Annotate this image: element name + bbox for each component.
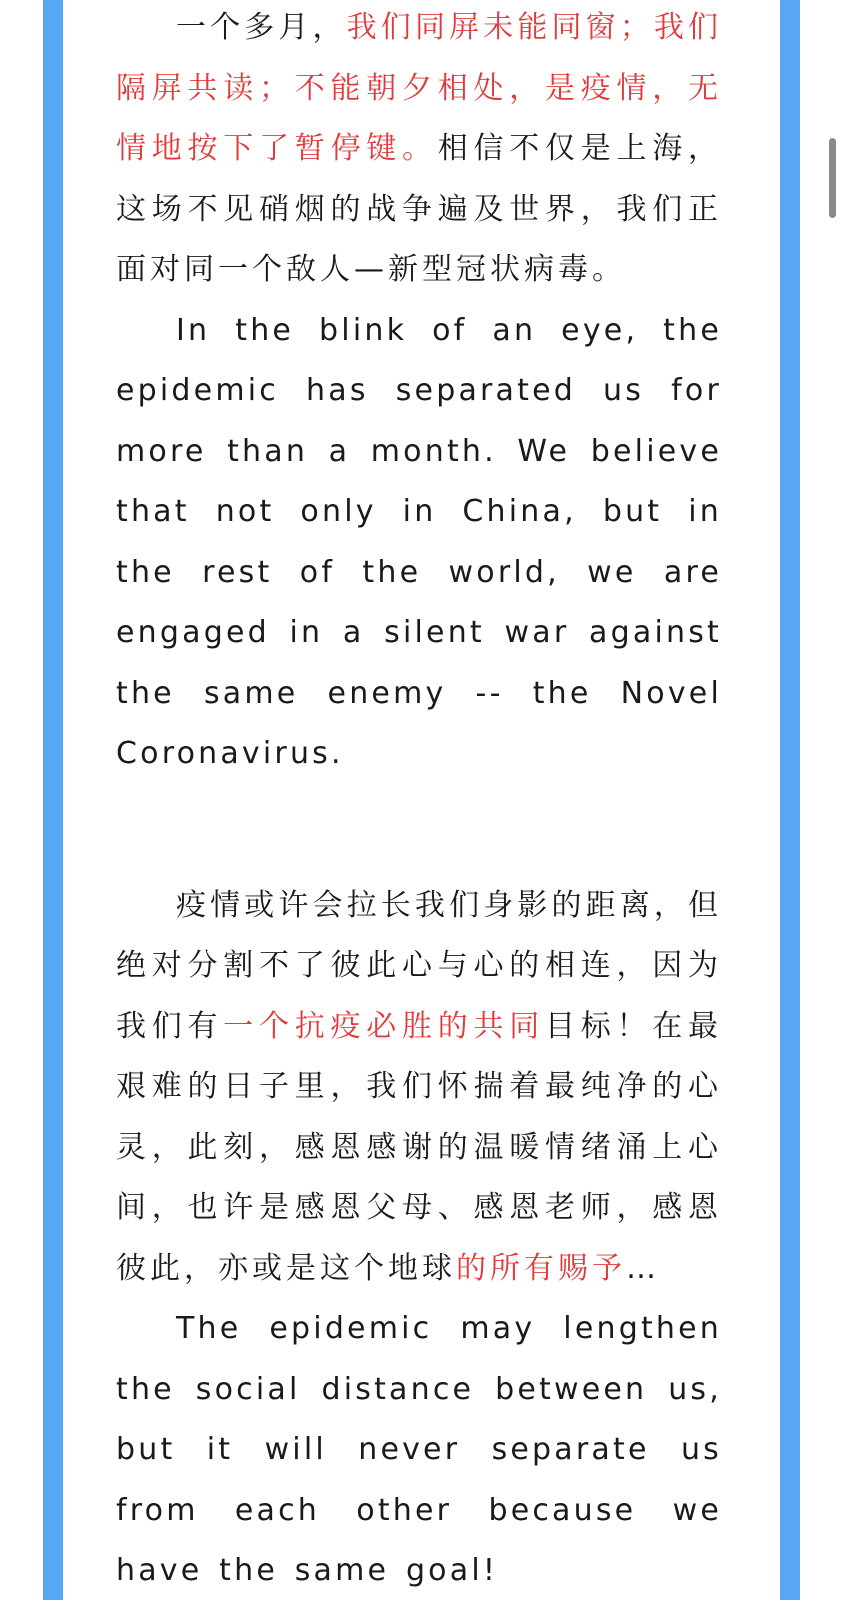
text-segment: 疫情或许会拉长我们身影的距离，但绝对分割不了彼此心与心的相连，因为我们有: [116, 887, 722, 1044]
paragraph-en-intro: [116, 301, 722, 785]
text-segment: In the blink of an eye, the epidemic has separated us for more than a month. We believe that not only in China, but in the rest of the world, we are engaged in a silent war against the same enemy -- the Novel Coronavirus.: [116, 312, 722, 771]
highlighted-text: 我们同屏未能同窗；我们隔屏共读；不能朝夕相处，是疫情，无情地按下了暂停键。: [116, 10, 723, 166]
highlighted-text: 一个抗疫必胜的共同: [223, 1008, 545, 1044]
text-segment: 一个多月，: [176, 10, 347, 45]
article-body: [116, 0, 722, 1602]
right-frame-border: [780, 0, 800, 1600]
text-segment: …: [626, 1250, 660, 1286]
highlighted-text: 的所有赐予: [456, 1250, 626, 1286]
paragraph-spacer: [116, 785, 722, 876]
paragraph-en-gratitude: [116, 1299, 722, 1602]
paragraph-zh-intro: [116, 0, 722, 301]
text-segment: 相信不仅是上海，这场不见硝烟的战争遍及世界，我们正面对同一个敌人—新型冠状病毒。: [116, 131, 722, 287]
paragraph-zh-gratitude: [116, 876, 722, 1300]
text-segment: 目标！在最艰难的日子里，我们怀揣着最纯净的心灵，此刻，感恩感谢的温暖情绪涌上心间，也许是感恩父母、感恩老师，感恩彼此，亦或是这个地球: [116, 1008, 722, 1286]
text-segment: The epidemic may lengthen the social distance between us, but it will never separate us from each other because we have the same goal!: [116, 1311, 722, 1588]
scrollbar-thumb[interactable]: [829, 138, 836, 218]
left-frame-border: [43, 0, 63, 1600]
